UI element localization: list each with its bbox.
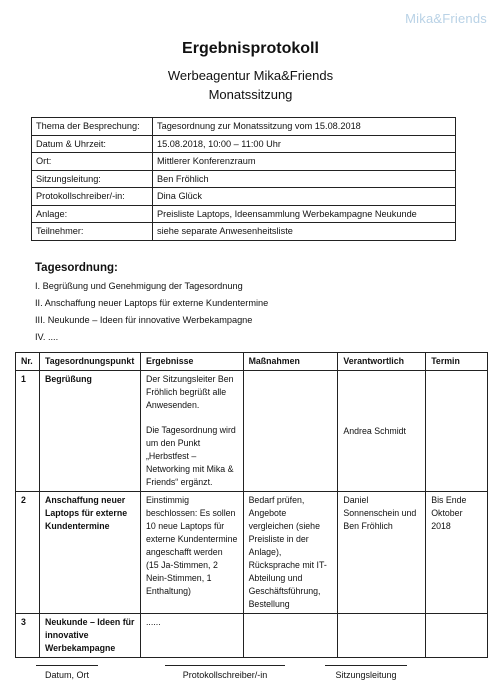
signature-date-place: [22, 665, 112, 680]
meta-label: Datum & Uhrzeit:: [32, 135, 153, 153]
signature-label: Sitzungsleitung: [335, 670, 397, 680]
results-header-row: [16, 353, 488, 371]
agenda-item: I. Begrüßung und Genehmigung der Tagesordnung: [35, 281, 243, 291]
row-results: Einstimmig beschlossen: Es sollen 10 neue Laptops für externe Kundentermine angeschafft werden (15 Ja-Stimmen, 2 Nein-Stimmen, 1 Enthaltung): [140, 492, 243, 614]
table-row: [16, 614, 488, 658]
meta-row-participants: [32, 223, 456, 241]
column-header-measures: Maßnahmen: [243, 353, 338, 371]
signature-chair: [318, 665, 414, 680]
meta-value: Mittlerer Konferenzraum: [153, 153, 456, 171]
column-header-nr: Nr.: [16, 353, 40, 371]
meta-row-minutes-taker: [32, 188, 456, 206]
meta-value: siehe separate Anwesenheitsliste: [153, 223, 456, 241]
paragraph-gap: [146, 412, 238, 424]
row-results: ......: [140, 614, 243, 658]
row-topic: Anschaffung neuer Laptops für externe Kundentermine: [39, 492, 140, 614]
meta-row-chair: [32, 170, 456, 188]
table-row: [16, 492, 488, 614]
meta-row-location: [32, 153, 456, 171]
meta-value: Dina Glück: [153, 188, 456, 206]
row-topic: Neukunde – Ideen für innovative Werbekampagne: [39, 614, 140, 658]
agenda-item: II. Anschaffung neuer Laptops für externe Kundentermine: [35, 298, 269, 308]
meta-value: 15.08.2018, 10:00 – 11:00 Uhr: [153, 135, 456, 153]
meta-value: Tagesordnung zur Monatssitzung vom 15.08.2018: [153, 118, 456, 136]
signature-minutes-taker: [160, 665, 290, 680]
meta-row-topic: [32, 118, 456, 136]
signature-label: Datum, Ort: [44, 670, 89, 680]
row-topic: Begrüßung: [39, 371, 140, 492]
column-header-responsible: Verantwortlich: [338, 353, 426, 371]
row-number: 2: [16, 492, 40, 614]
row-responsible: Daniel Sonnenschein und Ben Fröhlich: [338, 492, 426, 614]
results-table: [15, 352, 488, 658]
row-deadline: [426, 614, 488, 658]
row-measures: Bedarf prüfen, Angebote vergleichen (siehe Preisliste in der Anlage), Rücksprache mit IT-Abteilung und Geschäftsführung, Bestellung: [243, 492, 338, 614]
agenda-section: [35, 262, 475, 346]
document-title: Ergebnisprotokoll: [182, 40, 319, 57]
meta-row-date: [32, 135, 456, 153]
document-subtitle-agency: Werbeagentur Mika&Friends: [167, 68, 334, 83]
row-deadline: [426, 371, 488, 492]
meta-label: Anlage:: [32, 205, 153, 223]
column-header-deadline: Termin: [426, 353, 488, 371]
meta-label: Sitzungsleitung:: [32, 170, 153, 188]
signature-label: Protokollschreiber/-in: [182, 670, 268, 680]
agenda-item: III. Neukunde – Ideen für innovative Werbekampagne: [35, 315, 253, 325]
title-block: [0, 40, 501, 104]
signature-line: [165, 665, 285, 666]
row-deadline: Bis Ende Oktober 2018: [426, 492, 488, 614]
meta-value: Preisliste Laptops, Ideensammlung Werbekampagne Neukunde: [153, 205, 456, 223]
column-header-results: Ergebnisse: [140, 353, 243, 371]
row-number: 3: [16, 614, 40, 658]
meta-label: Thema der Besprechung:: [32, 118, 153, 136]
row-number: 1: [16, 371, 40, 492]
row-result-text: Der Sitzungsleiter Ben Fröhlich begrüßt alle Anwesenden.: [145, 374, 234, 410]
meeting-info-table: [31, 117, 456, 241]
meta-row-attachment: [32, 205, 456, 223]
meta-label: Protokollschreiber/-in:: [32, 188, 153, 206]
row-measures: [243, 614, 338, 658]
row-responsible: Andrea Schmidt: [338, 371, 426, 492]
row-responsible: [338, 614, 426, 658]
agenda-heading: Tagesordnung:: [35, 262, 118, 274]
brand-watermark: Mika&Friends: [405, 11, 487, 26]
signature-line: [325, 665, 407, 666]
column-header-topic: Tagesordnungspunkt: [39, 353, 140, 371]
signature-line: [36, 665, 98, 666]
row-result-text: Die Tagesordnung wird um den Punkt „Herbstfest – Networking mit Mika & Friends“ ergänzt.: [145, 425, 236, 487]
document-subtitle-meeting: Monatssitzung: [208, 87, 293, 102]
row-results: [140, 371, 243, 492]
meta-label: Ort:: [32, 153, 153, 171]
row-measures: [243, 371, 338, 492]
meta-value: Ben Fröhlich: [153, 170, 456, 188]
meta-label: Teilnehmer:: [32, 223, 153, 241]
table-row: [16, 371, 488, 492]
agenda-item: IV. ....: [35, 332, 59, 342]
